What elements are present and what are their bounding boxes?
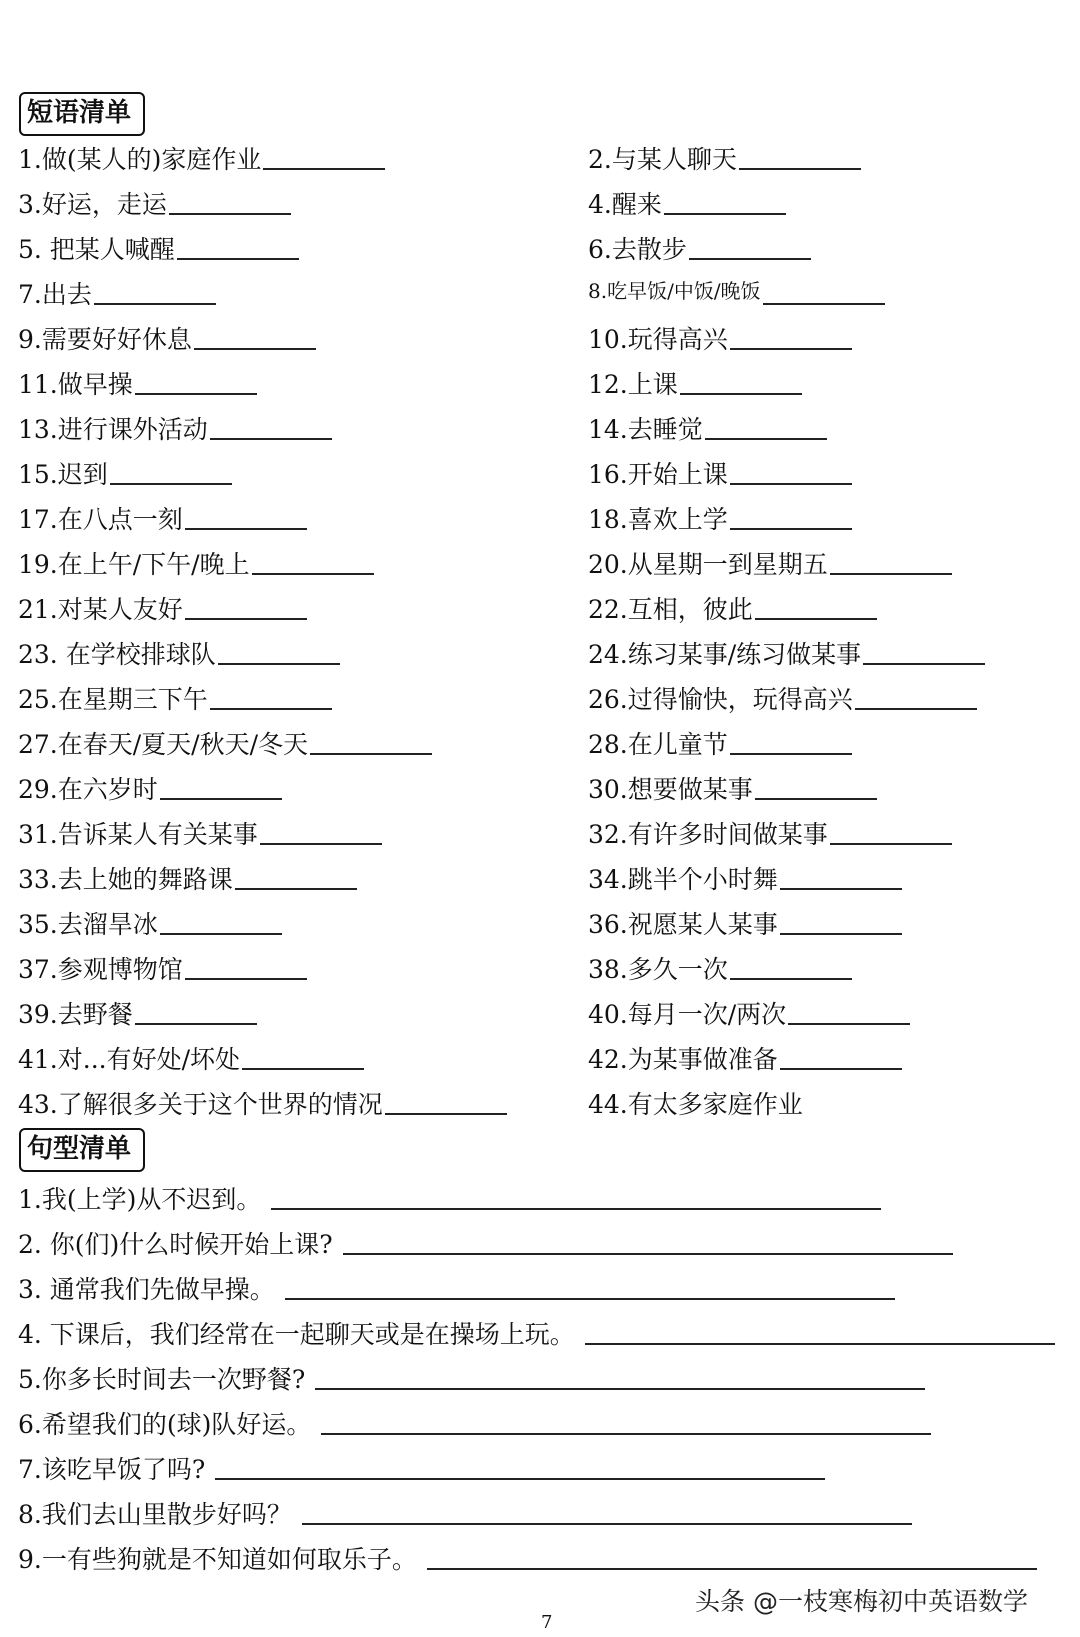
answer-line[interactable] bbox=[315, 1360, 925, 1390]
phrase-item bbox=[18, 995, 538, 1040]
sentences-section-title: 句型清单 bbox=[19, 1128, 145, 1172]
answer-blank[interactable] bbox=[780, 905, 902, 935]
sentence-text: 8.我们去山里散步好吗？ bbox=[18, 1500, 292, 1529]
answer-blank[interactable] bbox=[185, 950, 307, 980]
answer-blank[interactable] bbox=[235, 860, 357, 890]
answer-blank[interactable] bbox=[755, 590, 877, 620]
phrase-item bbox=[18, 635, 538, 680]
answer-blank[interactable] bbox=[194, 320, 316, 350]
phrase-item bbox=[588, 905, 1080, 950]
phrase-text: 22.互相，彼此 bbox=[588, 595, 753, 624]
answer-blank[interactable] bbox=[252, 545, 374, 575]
answer-blank[interactable] bbox=[763, 275, 885, 305]
phrase-text: 15.迟到 bbox=[18, 460, 108, 489]
phrase-item bbox=[588, 860, 1080, 905]
answer-blank[interactable] bbox=[160, 905, 282, 935]
answer-blank[interactable] bbox=[210, 410, 332, 440]
phrase-text: 38.多久一次 bbox=[588, 955, 728, 984]
phrase-item bbox=[18, 725, 538, 770]
phrases-left-column bbox=[18, 140, 538, 1130]
phrase-text: 14.去睡觉 bbox=[588, 415, 703, 444]
phrase-item bbox=[588, 140, 1080, 185]
phrase-item bbox=[588, 1040, 1080, 1085]
answer-line[interactable] bbox=[427, 1540, 1037, 1570]
phrase-text: 21.对某人友好 bbox=[18, 595, 183, 624]
answer-blank[interactable] bbox=[385, 1085, 507, 1115]
sentence-item bbox=[18, 1495, 1068, 1540]
answer-blank[interactable] bbox=[755, 770, 877, 800]
phrase-text: 41.对...有好处/坏处 bbox=[18, 1045, 241, 1074]
answer-blank[interactable] bbox=[830, 545, 952, 575]
phrase-text: 42.为某事做准备 bbox=[588, 1045, 778, 1074]
answer-blank[interactable] bbox=[242, 1040, 364, 1070]
phrase-text: 43.了解很多关于这个世界的情况 bbox=[18, 1090, 383, 1119]
phrase-text: 10.玩得高兴 bbox=[588, 325, 728, 354]
phrase-item bbox=[588, 950, 1080, 995]
answer-blank[interactable] bbox=[169, 185, 291, 215]
phrase-item bbox=[588, 1085, 1080, 1130]
phrase-item bbox=[588, 410, 1080, 455]
phrase-item bbox=[588, 680, 1080, 725]
phrase-item bbox=[18, 950, 538, 995]
phrase-text: 24.练习某事/练习做某事 bbox=[588, 640, 862, 669]
phrase-text: 32.有许多时间做某事 bbox=[588, 820, 828, 849]
answer-blank[interactable] bbox=[160, 770, 282, 800]
answer-blank[interactable] bbox=[730, 500, 852, 530]
phrase-item bbox=[588, 725, 1080, 770]
sentence-text: 7.该吃早饭了吗? bbox=[18, 1455, 206, 1484]
phrase-text: 4.醒来 bbox=[588, 190, 662, 219]
phrase-text: 13.进行课外活动 bbox=[18, 415, 208, 444]
sentences-list bbox=[18, 1180, 1068, 1585]
phrase-item bbox=[588, 590, 1080, 635]
phrase-text: 12.上课 bbox=[588, 370, 678, 399]
phrase-text: 16.开始上课 bbox=[588, 460, 728, 489]
phrase-item bbox=[18, 545, 538, 590]
phrase-item bbox=[18, 140, 538, 185]
phrase-item bbox=[18, 1085, 538, 1130]
sentence-item bbox=[18, 1540, 1068, 1585]
answer-blank[interactable] bbox=[780, 860, 902, 890]
phrase-item bbox=[588, 770, 1080, 815]
sentence-item bbox=[18, 1405, 1068, 1450]
phrase-item bbox=[18, 1040, 538, 1085]
phrase-item bbox=[18, 590, 538, 635]
phrase-text: 27.在春天/夏天/秋天/冬天 bbox=[18, 730, 309, 759]
sentence-item bbox=[18, 1225, 1068, 1270]
sentence-item bbox=[18, 1180, 1068, 1225]
phrase-item bbox=[18, 905, 538, 950]
answer-blank[interactable] bbox=[110, 455, 232, 485]
phrase-text: 6.去散步 bbox=[588, 235, 687, 264]
answer-blank[interactable] bbox=[730, 950, 852, 980]
answer-blank[interactable] bbox=[855, 680, 977, 710]
phrase-text: 23. 在学校排球队 bbox=[18, 640, 216, 669]
phrase-text: 9.需要好好休息 bbox=[18, 325, 192, 354]
answer-blank[interactable] bbox=[680, 365, 802, 395]
phrase-item bbox=[18, 500, 538, 545]
phrase-item bbox=[588, 545, 1080, 590]
phrase-item bbox=[588, 320, 1080, 365]
phrase-text: 36.祝愿某人某事 bbox=[588, 910, 778, 939]
answer-line[interactable] bbox=[585, 1315, 1055, 1345]
phrase-text: 28.在儿童节 bbox=[588, 730, 728, 759]
answer-blank[interactable] bbox=[177, 230, 299, 260]
phrase-text: 29.在六岁时 bbox=[18, 775, 158, 804]
sentence-text: 5.你多长时间去一次野餐? bbox=[18, 1365, 306, 1394]
phrase-text: 19.在上午/下午/晚上 bbox=[18, 550, 250, 579]
phrase-item bbox=[18, 275, 538, 320]
answer-blank[interactable] bbox=[218, 635, 340, 665]
sentence-text: 2. 你(们)什么时候开始上课? bbox=[18, 1230, 333, 1259]
phrase-text: 26.过得愉快，玩得高兴 bbox=[588, 685, 853, 714]
watermark: 头条 @一枝寒梅初中英语数学 bbox=[695, 1587, 1028, 1616]
phrase-text: 18.喜欢上学 bbox=[588, 505, 728, 534]
phrase-item bbox=[588, 815, 1080, 860]
phrase-text: 34.跳半个小时舞 bbox=[588, 865, 778, 894]
phrase-item bbox=[588, 995, 1080, 1040]
phrases-section-title: 短语清单 bbox=[19, 92, 145, 136]
answer-blank[interactable] bbox=[739, 140, 861, 170]
answer-line[interactable] bbox=[302, 1495, 912, 1525]
answer-blank[interactable] bbox=[730, 455, 852, 485]
sentence-text: 4. 下课后，我们经常在一起聊天或是在操场上玩。 bbox=[18, 1320, 575, 1349]
phrase-text: 1.做(某人的)家庭作业 bbox=[18, 145, 262, 174]
phrase-item bbox=[18, 770, 538, 815]
answer-blank[interactable] bbox=[310, 725, 432, 755]
phrase-text: 2.与某人聊天 bbox=[588, 145, 737, 174]
answer-blank[interactable] bbox=[185, 500, 307, 530]
answer-blank[interactable] bbox=[664, 185, 786, 215]
answer-blank[interactable] bbox=[185, 590, 307, 620]
answer-line[interactable] bbox=[321, 1405, 931, 1435]
phrase-text: 7.出去 bbox=[18, 280, 92, 309]
phrase-text: 25.在星期三下午 bbox=[18, 685, 208, 714]
phrase-item bbox=[588, 185, 1080, 230]
answer-blank[interactable] bbox=[780, 1040, 902, 1070]
phrase-item bbox=[588, 455, 1080, 500]
phrase-item bbox=[18, 185, 538, 230]
answer-blank[interactable] bbox=[263, 140, 385, 170]
phrase-text: 35.去溜旱冰 bbox=[18, 910, 158, 939]
phrase-item bbox=[588, 275, 1080, 320]
sentence-text: 6.希望我们的(球)队好运。 bbox=[18, 1410, 312, 1439]
answer-line[interactable] bbox=[285, 1270, 895, 1300]
answer-line[interactable] bbox=[215, 1450, 825, 1480]
phrase-item bbox=[588, 635, 1080, 680]
answer-blank[interactable] bbox=[788, 995, 910, 1025]
phrase-item bbox=[588, 230, 1080, 275]
page-number: 7 bbox=[541, 1612, 553, 1633]
answer-blank[interactable] bbox=[94, 275, 216, 305]
answer-line[interactable] bbox=[343, 1225, 953, 1255]
phrase-text: 20.从星期一到星期五 bbox=[588, 550, 828, 579]
answer-blank[interactable] bbox=[689, 230, 811, 260]
phrase-text: 31.告诉某人有关某事 bbox=[18, 820, 258, 849]
sentence-item bbox=[18, 1315, 1068, 1360]
answer-blank[interactable] bbox=[730, 320, 852, 350]
phrase-item bbox=[18, 365, 538, 410]
phrase-text: 39.去野餐 bbox=[18, 1000, 133, 1029]
sentence-text: 9.一有些狗就是不知道如何取乐子。 bbox=[18, 1545, 417, 1574]
phrases-right-column bbox=[588, 140, 1080, 1130]
phrase-text: 8.吃早饭/中饭/晚饭 bbox=[588, 279, 761, 303]
answer-blank[interactable] bbox=[210, 680, 332, 710]
phrase-item bbox=[18, 680, 538, 725]
phrase-item bbox=[18, 320, 538, 365]
phrase-item bbox=[18, 410, 538, 455]
phrase-text: 3.好运，走运 bbox=[18, 190, 167, 219]
phrase-text: 40.每月一次/两次 bbox=[588, 1000, 787, 1029]
phrase-text: 11.做早操 bbox=[18, 370, 133, 399]
sentence-text: 3. 通常我们先做早操。 bbox=[18, 1275, 275, 1304]
phrase-text: 33.去上她的舞路课 bbox=[18, 865, 233, 894]
phrase-item bbox=[18, 230, 538, 275]
sentence-item bbox=[18, 1360, 1068, 1405]
answer-blank[interactable] bbox=[705, 410, 827, 440]
sentence-text: 1.我(上学)从不迟到。 bbox=[18, 1185, 262, 1214]
phrase-item bbox=[588, 365, 1080, 410]
phrase-text: 37.参观博物馆 bbox=[18, 955, 183, 984]
phrase-text: 17.在八点一刻 bbox=[18, 505, 183, 534]
phrase-text: 44.有太多家庭作业 bbox=[588, 1090, 803, 1119]
sentence-item bbox=[18, 1450, 1068, 1495]
answer-blank[interactable] bbox=[260, 815, 382, 845]
phrase-item bbox=[588, 500, 1080, 545]
answer-blank[interactable] bbox=[135, 995, 257, 1025]
answer-blank[interactable] bbox=[863, 635, 985, 665]
phrase-item bbox=[18, 455, 538, 500]
sentence-item bbox=[18, 1270, 1068, 1315]
phrase-text: 30.想要做某事 bbox=[588, 775, 753, 804]
answer-blank[interactable] bbox=[730, 725, 852, 755]
answer-line[interactable] bbox=[271, 1180, 881, 1210]
phrase-text: 5. 把某人喊醒 bbox=[18, 235, 175, 264]
phrase-item bbox=[18, 815, 538, 860]
phrase-item bbox=[18, 860, 538, 905]
answer-blank[interactable] bbox=[830, 815, 952, 845]
answer-blank[interactable] bbox=[135, 365, 257, 395]
